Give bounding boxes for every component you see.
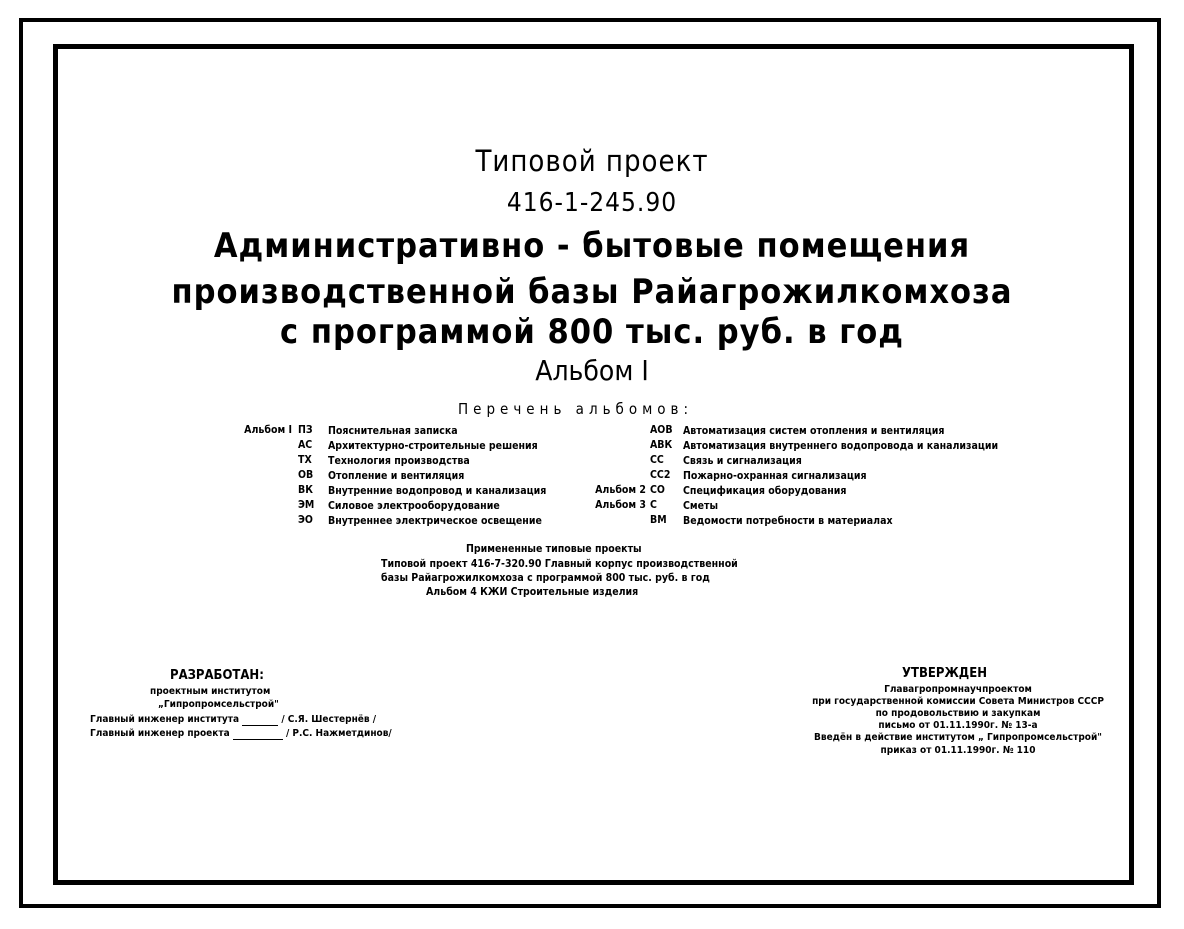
- approved-line-4: письмо от 01.11.1990г. № 13-а: [878, 720, 1038, 731]
- section-name: Отопление и вентиляция: [328, 470, 465, 482]
- section-code: ТХ: [298, 454, 312, 466]
- section-code: СО: [650, 484, 665, 496]
- section-code: С: [650, 499, 657, 511]
- section-code: АС: [298, 439, 313, 451]
- applied-line-2: базы Райагрожилкомхоза с программой 800 тыс. руб. в год: [381, 572, 710, 584]
- title-line-1: Административно - бытовые помещения: [213, 226, 971, 266]
- section-name: Пояснительная записка: [328, 425, 458, 437]
- section-name: Сметы: [683, 500, 719, 512]
- album-number: Альбом I: [244, 424, 292, 436]
- section-code: СС2: [650, 469, 671, 481]
- section-name: Внутреннее электрическое освещение: [328, 515, 542, 527]
- developed-line-2: „Гипропромсельстрой": [158, 699, 279, 710]
- section-code: АОВ: [650, 424, 673, 436]
- section-name: Автоматизация систем отопления и вентиляция: [683, 425, 945, 437]
- section-code: ЭО: [298, 514, 313, 526]
- section-code: СС: [650, 454, 664, 466]
- doc-type: Типовой проект: [475, 144, 709, 178]
- section-name: Связь и сигнализация: [683, 455, 802, 467]
- developed-heading: РАЗРАБОТАН:: [170, 668, 264, 683]
- approved-line-2: при государственной комиссии Совета Министров СССР: [812, 696, 1104, 707]
- album-number: Альбом 2: [595, 484, 646, 496]
- approved-line-1: Главагропромнаучпроектом: [884, 684, 1032, 695]
- sign1-name: / С.Я. Шестернёв /: [281, 714, 377, 725]
- album-number: Альбом 3: [595, 499, 646, 511]
- section-code: АВК: [650, 439, 673, 451]
- section-code: ВМ: [650, 514, 667, 526]
- sign1-role: Главный инженер института: [90, 714, 240, 725]
- section-name: Технология производства: [328, 455, 470, 467]
- signature-row-2: [90, 728, 392, 740]
- approved-line-5: Введён в действие институтом „ Гипропромсельстрой": [814, 732, 1102, 743]
- project-number: 416-1-245.90: [506, 188, 678, 218]
- signature-2-icon: [233, 728, 283, 740]
- signature-row-1: [90, 714, 376, 726]
- signature-1-icon: [242, 714, 278, 726]
- developed-line-1: проектным институтом: [150, 686, 271, 697]
- section-code: ВК: [298, 484, 313, 496]
- section-name: Силовое электрооборудование: [328, 500, 500, 512]
- section-name: Ведомости потребности в материалах: [683, 515, 893, 527]
- title-line-2: производственной базы Райагрожилкомхоза: [171, 272, 1013, 312]
- albums-list-heading: Перечень альбомов:: [458, 400, 694, 418]
- section-code: ПЗ: [298, 424, 313, 436]
- applied-line-3: Альбом 4 КЖИ Строительные изделия: [426, 586, 639, 598]
- section-name: Автоматизация внутреннего водопровода и канализации: [683, 440, 999, 452]
- album-label: Альбом I: [535, 354, 649, 387]
- section-name: Спецификация оборудования: [683, 485, 847, 497]
- title-line-3: с программой 800 тыс. руб. в год: [280, 312, 904, 352]
- section-code: ЭМ: [298, 499, 315, 511]
- approved-line-6: приказ от 01.11.1990г. № 110: [880, 745, 1036, 756]
- sign2-name: / Р.С. Нажметдинов/: [285, 728, 392, 739]
- section-name: Архитектурно-строительные решения: [328, 440, 538, 452]
- sign2-role: Главный инженер проекта: [90, 728, 230, 739]
- applied-heading: Примененные типовые проекты: [466, 543, 642, 555]
- section-name: Пожарно-охранная сигнализация: [683, 470, 867, 482]
- section-name: Внутренние водопровод и канализация: [328, 485, 547, 497]
- approved-heading: УТВЕРЖДЕН: [902, 666, 987, 681]
- approved-line-3: по продовольствию и закупкам: [875, 708, 1041, 719]
- applied-line-1: Типовой проект 416-7-320.90 Главный корпус производственной: [381, 558, 738, 570]
- section-code: ОВ: [298, 469, 314, 481]
